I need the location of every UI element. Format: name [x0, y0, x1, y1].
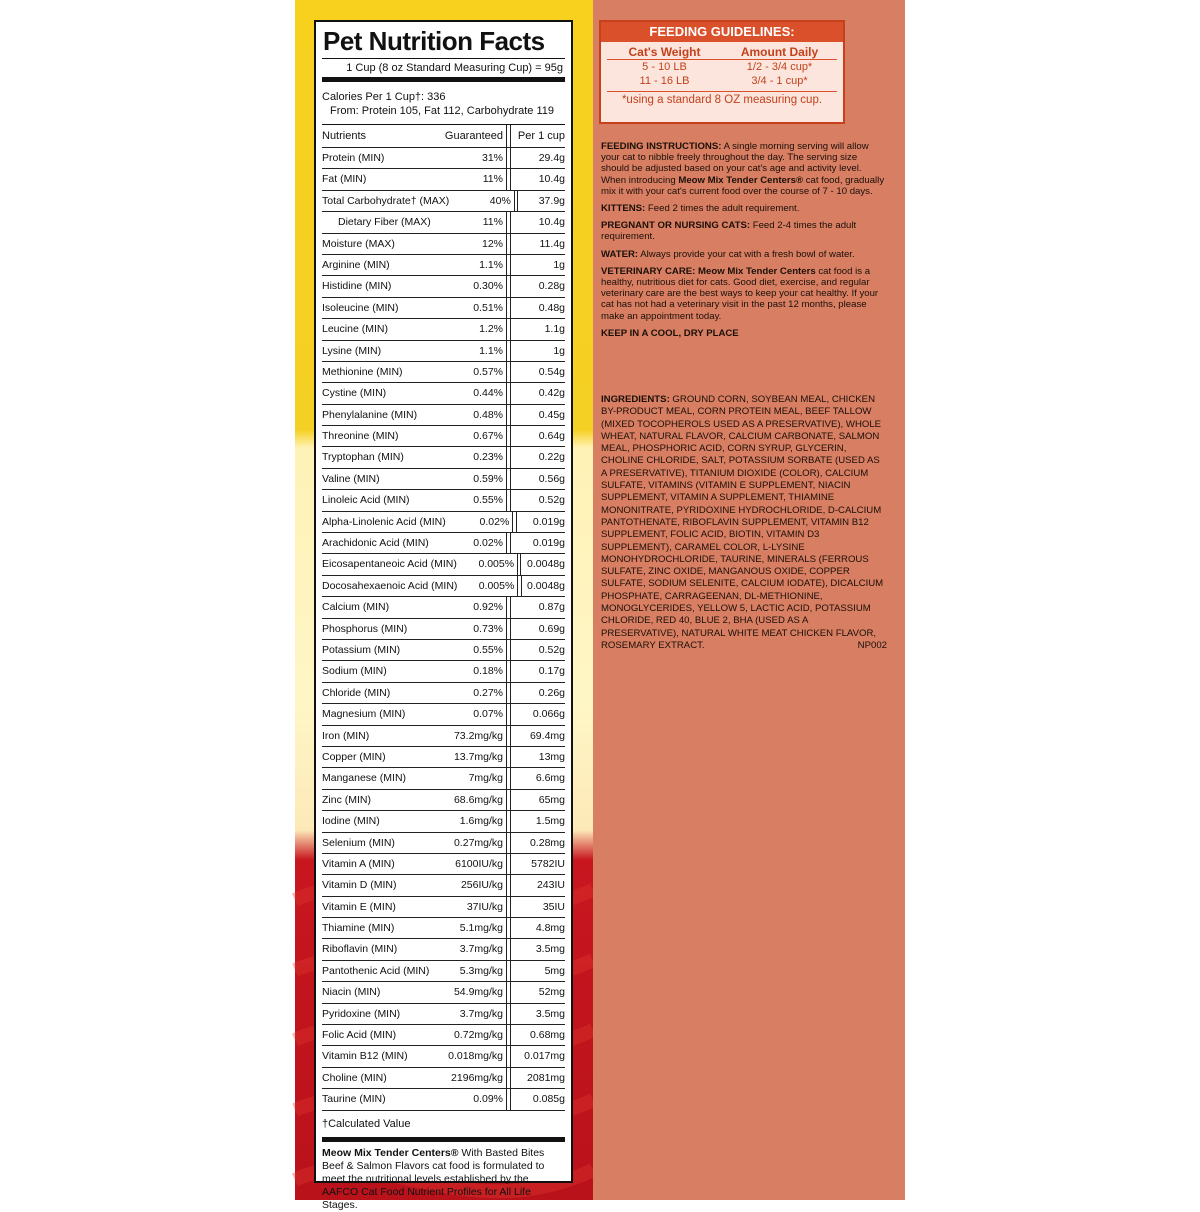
guaranteed-value: 0.23% — [431, 447, 507, 467]
instr-pregnant-label: PREGNANT OR NURSING CATS: — [601, 220, 751, 232]
per-cup-value: 29.4g — [538, 152, 565, 164]
guaranteed-value: 7mg/kg — [431, 768, 507, 788]
nutrient-row — [322, 938, 565, 959]
nutrient-name: Iron (MIN) — [322, 729, 370, 742]
instr-feeding-text-2: cat food, gradually mix it with your cat's current food over the course of 7 - 10 days. — [601, 174, 885, 197]
nutrient-row — [322, 446, 565, 467]
instr-pregnant — [601, 220, 887, 242]
nutrient-name: Riboflavin (MIN) — [322, 943, 398, 956]
per-cup-value: 2081mg — [527, 1071, 565, 1084]
guaranteed-value: 0.57% — [431, 362, 507, 382]
nutrient-name: Pyridoxine (MIN) — [322, 1007, 401, 1020]
nutrient-name: Folic Acid (MIN) — [322, 1029, 397, 1042]
nutrient-row — [322, 553, 565, 574]
nutrient-row — [322, 361, 565, 382]
guaranteed-value: 5.1mg/kg — [431, 918, 507, 938]
nutrient-row — [322, 618, 565, 639]
per-cup-value: 0.019g — [532, 537, 565, 550]
nutrient-row — [322, 896, 565, 917]
feeding-guidelines-header — [607, 42, 837, 60]
guaranteed-value: 0.48% — [431, 405, 507, 425]
per-cup-value: 69.4mg — [529, 729, 565, 742]
ingredients-label: INGREDIENTS: — [601, 394, 670, 405]
nutrient-name: Leucine (MIN) — [322, 323, 388, 336]
per-cup-value: 0.42g — [538, 387, 565, 400]
guaranteed-value: 0.92% — [431, 597, 507, 617]
per-cup-value: 0.69g — [538, 622, 565, 635]
per-cup-value: 5782IU — [531, 857, 565, 870]
instr-storage — [601, 328, 887, 339]
per-cup-value: 3.5mg — [535, 1007, 565, 1020]
nutrient-name: Threonine (MIN) — [322, 430, 399, 443]
per-cup-value: 0.017mg — [524, 1050, 565, 1063]
per-cup-value: 65mg — [538, 793, 565, 806]
nutrient-name: Taurine (MIN) — [322, 1093, 386, 1106]
per-cup-value: 0.0048g — [527, 579, 565, 592]
guaranteed-value: 0.02% — [431, 533, 507, 553]
nutrient-name: Protein (MIN) — [322, 152, 385, 164]
nutrient-row — [322, 1067, 565, 1088]
per-cup-value: 0.28mg — [529, 836, 565, 849]
guaranteed-value: 0.44% — [431, 383, 507, 403]
nutrient-name: Thiamine (MIN) — [322, 922, 395, 935]
nutrient-row — [322, 767, 565, 788]
nutrient-row — [322, 853, 565, 874]
nutrient-name: Vitamin B12 (MIN) — [322, 1050, 408, 1063]
nutrient-name: Vitamin D (MIN) — [322, 879, 397, 892]
instr-feeding-text-1: A single morning serving will allow your cat to nibble freely throughout the day. The serving size should be adjusted based on your cat's age and activity level. When introducing — [601, 141, 869, 186]
calories-block — [322, 82, 565, 124]
per-cup-value: 0.52g — [538, 494, 565, 507]
per-cup-value: 0.56g — [538, 472, 565, 485]
guaranteed-value: 0.27% — [431, 683, 507, 703]
nutrient-name: Total Carbohydrate† (MAX) — [322, 194, 450, 207]
ingredients-text: GROUND CORN, SOYBEAN MEAL, CHICKEN BY-PRODUCT MEAL, CORN PROTEIN MEAL, BEEF TALLOW (MIXED TOCOPHEROLS USED AS A PRESERVATIVE), WHOLE WHEAT, NATURAL FLAVOR, CALCIUM CARBONATE, SALMON MEAL, PHOSPHORIC ACID, CORN SYRUP, GLYCERIN, CHOLINE CHLORIDE, SALT, POTASSIUM SORBATE (USED AS A PRESERVATIVE), TITANIUM DIOXIDE (COLOR), CALCIUM SULFATE, VITAMINS (VITAMIN E SUPPLEMENT, NIACIN SUPPLEMENT, VITAMIN A SUPPLEMENT, THIAMINE MONONITRATE, PYRIDOXINE HYDROCHLORIDE, D-CALCIUM PANTOTHENATE, RIBOFLAVIN SUPPLEMENT, VITAMIN B12 SUPPLEMENT, FOLIC ACID, BIOTIN, VITAMIN D3 SUPPLEMENT), CARAMEL COLOR, L-LYSINE MONOHYDROCHLORIDE, TAURINE, MINERALS (FERROUS SULFATE, ZINC OXIDE, MANGANOUS OXIDE, COPPER SULFATE, SODIUM SELENITE, CALCIUM IODATE), DICALCIUM PHOSPHATE, CARRAGEENAN, DL-METHIONINE, MONOGLYCERIDES, YELLOW 5, LACTIC ACID, POTASSIUM CHLORIDE, RED 40, BLUE 2, BHA (USED AS A PRESERVATIVE), NATURAL WHITE MEAT CHICKEN FLAVOR, ROSEMARY EXTRACT. — [601, 394, 884, 651]
guaranteed-value: 0.67% — [431, 426, 507, 446]
nutrient-name: Selenium (MIN) — [322, 836, 395, 849]
nutrient-row — [322, 1088, 565, 1109]
nutrient-row — [322, 596, 565, 617]
feeding-weight: 5 - 10 LB — [642, 61, 687, 73]
per-cup-value: 0.17g — [538, 665, 565, 678]
guaranteed-value: 0.07% — [431, 704, 507, 724]
per-cup-value: 0.68mg — [529, 1029, 565, 1042]
per-cup-value: 5mg — [544, 964, 565, 977]
nutrient-row — [322, 810, 565, 831]
nutrient-row — [322, 1045, 565, 1066]
nutrient-row — [322, 917, 565, 938]
per-cup-value: 0.28g — [538, 280, 565, 293]
per-cup-value: 0.54g — [538, 365, 565, 378]
guaranteed-value: 68.6mg/kg — [431, 790, 507, 810]
nutrient-row — [322, 297, 565, 318]
nutrient-row — [322, 190, 565, 211]
feeding-guidelines-title: FEEDING GUIDELINES: — [601, 22, 843, 42]
nutrient-name: Linoleic Acid (MIN) — [322, 494, 410, 507]
nutrient-name: Arachidonic Acid (MIN) — [322, 537, 429, 550]
nutrient-name: Dietary Fiber (MAX) — [338, 216, 431, 229]
guaranteed-value: 0.018mg/kg — [431, 1046, 507, 1066]
nutrient-row — [322, 725, 565, 746]
instr-vet-text: cat food is a healthy, nutritious diet for cats. Good diet, exercise, and regular veterinary care are the best ways to keep your cat healthy. If your cat has not had a veterinary visit in the past 12 months, please make an appointment today. — [601, 265, 879, 322]
guaranteed-value: 1.1% — [431, 341, 507, 361]
per-cup-value: 0.48g — [538, 301, 565, 314]
guaranteed-value: 12% — [431, 234, 507, 254]
guaranteed-value: 0.73% — [431, 619, 507, 639]
feeding-guidelines-box — [599, 20, 845, 124]
nutrient-table-header — [322, 125, 565, 147]
nutrient-row — [322, 575, 565, 596]
nutrient-name: Zinc (MIN) — [322, 793, 371, 806]
per-cup-value: 13mg — [538, 750, 565, 763]
nutrient-row — [322, 233, 565, 254]
per-cup-value: 10.4g — [538, 173, 565, 186]
nutrient-row — [322, 275, 565, 296]
guaranteed-value: 256IU/kg — [431, 875, 507, 895]
nutrition-title: Pet Nutrition Facts — [323, 26, 545, 56]
guaranteed-value: 6100IU/kg — [431, 854, 507, 874]
nutrient-name: Calcium (MIN) — [322, 601, 390, 614]
guaranteed-value: 0.30% — [431, 276, 507, 296]
calories-from: From: Protein 105, Fat 112, Carbohydrate 119 — [330, 105, 554, 117]
nutrient-row — [322, 382, 565, 403]
nutrient-name: Cystine (MIN) — [322, 387, 387, 400]
nutrient-row — [322, 981, 565, 1002]
per-cup-value: 1g — [553, 344, 565, 357]
nutrient-row — [322, 468, 565, 489]
nutrient-row — [322, 1024, 565, 1045]
per-cup-value: 0.26g — [538, 686, 565, 699]
nutrient-name: Iodine (MIN) — [322, 815, 380, 828]
calories-line: Calories Per 1 Cup†: 336 — [322, 91, 446, 103]
nutrient-name: Docosahexaenoic Acid (MIN) — [322, 579, 458, 592]
nutrient-row — [322, 874, 565, 895]
nutrient-name: Niacin (MIN) — [322, 986, 381, 999]
nutrient-name: Sodium (MIN) — [322, 665, 387, 678]
guaranteed-value: 0.55% — [431, 490, 507, 510]
per-cup-value: 0.22g — [538, 451, 565, 464]
nutrient-row — [322, 832, 565, 853]
nutrient-name: Moisture (MAX) — [322, 237, 395, 250]
nutrient-row — [322, 660, 565, 681]
guaranteed-value: 0.55% — [431, 640, 507, 660]
per-cup-value: 0.085g — [532, 1093, 565, 1106]
nutrient-row — [322, 147, 565, 168]
calculated-value-footnote: †Calculated Value — [322, 1110, 565, 1137]
header-per-cup: Per 1 cup — [517, 130, 565, 142]
nutrient-row — [322, 789, 565, 810]
feeding-row — [607, 74, 837, 88]
guaranteed-value: 3.7mg/kg — [431, 1004, 507, 1024]
per-cup-value: 35IU — [542, 900, 565, 913]
nutrient-row — [322, 340, 565, 361]
col-amount-daily: Amount Daily — [740, 45, 819, 59]
statement-text: With Basted Bites Beef & Salmon Flavors cat food is formulated to meet the nutritional levels established by the AAFCO Cat Food Nutrient Profiles for All Life Stages. — [322, 1146, 545, 1211]
guaranteed-value: 0.51% — [431, 298, 507, 318]
guaranteed-value: 11% — [431, 169, 507, 189]
per-cup-value: 0.0048g — [527, 558, 565, 571]
guaranteed-value: 13.7mg/kg — [431, 747, 507, 767]
guaranteed-value: 54.9mg/kg — [431, 982, 507, 1002]
instr-water-text: Always provide your cat with a fresh bowl of water. — [638, 248, 855, 260]
header-guaranteed: Guaranteed — [431, 125, 507, 147]
nutrient-name: Copper (MIN) — [322, 750, 386, 763]
per-cup-value: 4.8mg — [535, 922, 565, 935]
instr-vet-label: VETERINARY CARE: Meow Mix Tender Centers — [601, 265, 816, 277]
feeding-note: *using a standard 8 OZ measuring cup. — [607, 91, 837, 106]
per-cup-value: 11.4g — [539, 237, 565, 250]
guaranteed-value: 37IU/kg — [431, 897, 507, 917]
guaranteed-value: 1.2% — [431, 319, 507, 339]
guaranteed-value: 0.59% — [431, 469, 507, 489]
per-cup-value: 0.64g — [538, 430, 565, 443]
nutrient-row — [322, 511, 565, 532]
nutrient-row — [322, 703, 565, 724]
nutrient-row — [322, 639, 565, 660]
instr-vet — [601, 266, 887, 322]
feeding-instructions — [601, 141, 887, 345]
nutrient-row — [322, 404, 565, 425]
per-cup-value: 243IU — [536, 879, 565, 892]
instr-feeding-brand: Meow Mix Tender Centers® — [678, 174, 804, 186]
instr-pregnant-text: Feed 2-4 times the adult requirement. — [601, 220, 857, 243]
guaranteed-value: 5.3mg/kg — [431, 961, 507, 981]
guaranteed-value: 0.005% — [457, 576, 518, 596]
nutrient-row — [322, 168, 565, 189]
per-cup-value: 0.019g — [532, 515, 566, 528]
guaranteed-value: 0.27mg/kg — [431, 833, 507, 853]
nutrient-name: Fat (MIN) — [322, 173, 367, 186]
nutrient-row — [322, 532, 565, 553]
guaranteed-value: 0.005% — [457, 554, 518, 574]
nutrient-name: Lysine (MIN) — [322, 344, 382, 357]
instr-kittens-label: KITTENS: — [601, 203, 646, 215]
nutrient-name: Phenylalanine (MIN) — [322, 408, 418, 421]
per-cup-value: 1.1g — [544, 323, 565, 336]
nutrient-name: Methionine (MIN) — [322, 365, 403, 378]
per-cup-value: 0.066g — [532, 708, 565, 721]
per-cup-value: 0.87g — [538, 601, 565, 614]
guaranteed-value: 2196mg/kg — [431, 1068, 507, 1088]
serving-size: 1 Cup (8 oz Standard Measuring Cup) = 95g — [346, 62, 563, 74]
nutrient-name: Valine (MIN) — [322, 472, 380, 485]
per-cup-value: 3.5mg — [535, 943, 565, 956]
nutrient-row — [322, 746, 565, 767]
guaranteed-value: 11% — [431, 212, 507, 232]
nutrient-name: Alpha-Linolenic Acid (MIN) — [322, 515, 446, 528]
nutrient-name: Vitamin E (MIN) — [322, 900, 396, 913]
instr-storage-text: KEEP IN A COOL, DRY PLACE — [601, 327, 739, 339]
guaranteed-value: 40% — [449, 191, 515, 211]
guaranteed-value: 31% — [431, 148, 507, 168]
feeding-row — [607, 60, 837, 74]
nutrient-row — [322, 489, 565, 510]
nutrition-facts-panel — [314, 20, 573, 1211]
nutrient-row — [322, 211, 565, 232]
guaranteed-value: 0.72mg/kg — [431, 1025, 507, 1045]
nutrient-name: Phosphorus (MIN) — [322, 622, 408, 635]
instr-kittens — [601, 203, 887, 214]
feeding-amount: 3/4 - 1 cup* — [751, 75, 808, 87]
nutrient-name: Manganese (MIN) — [322, 772, 407, 785]
nutrient-name: Chloride (MIN) — [322, 686, 391, 699]
instr-water-label: WATER: — [601, 248, 639, 260]
guaranteed-value: 1.1% — [431, 255, 507, 275]
per-cup-value: 0.52g — [538, 643, 565, 656]
col-cats-weight: Cat's Weight — [628, 45, 701, 59]
nutrient-name: Potassium (MIN) — [322, 643, 401, 656]
guaranteed-value: 0.02% — [446, 512, 514, 532]
guaranteed-value: 1.6mg/kg — [431, 811, 507, 831]
per-cup-value: 0.45g — [538, 408, 565, 421]
per-cup-value: 1g — [553, 258, 565, 271]
aafco-statement — [322, 1142, 565, 1212]
feeding-weight: 11 - 16 LB — [639, 75, 690, 87]
nutrient-name: Histidine (MIN) — [322, 280, 392, 293]
per-cup-value: 10.4g — [538, 216, 565, 229]
ingredients-list — [601, 394, 887, 652]
nutrient-row — [322, 1003, 565, 1024]
feeding-amount: 1/2 - 3/4 cup* — [746, 61, 813, 73]
nutrient-name: Vitamin A (MIN) — [322, 857, 395, 870]
nutrient-name: Pantothenic Acid (MIN) — [322, 964, 430, 977]
nutrient-row — [322, 425, 565, 446]
nutrient-row — [322, 960, 565, 981]
per-cup-value: 1.5mg — [535, 815, 565, 828]
nutrient-table — [322, 147, 565, 1110]
instr-feeding — [601, 141, 887, 197]
guaranteed-value: 3.7mg/kg — [431, 939, 507, 959]
nutrient-name: Choline (MIN) — [322, 1071, 387, 1084]
nutrient-name: Isoleucine (MIN) — [322, 301, 399, 314]
nutrient-name: Tryptophan (MIN) — [322, 451, 404, 464]
per-cup-value: 37.9g — [538, 194, 565, 207]
statement-brand: Meow Mix Tender Centers® — [322, 1146, 459, 1159]
nutrient-row — [322, 682, 565, 703]
instr-feeding-label: FEEDING INSTRUCTIONS: — [601, 141, 722, 152]
guaranteed-value: 0.18% — [431, 661, 507, 681]
product-code: NP002 — [857, 639, 887, 651]
nutrient-name: Arginine (MIN) — [322, 258, 390, 271]
nutrient-row — [322, 318, 565, 339]
guaranteed-value: 73.2mg/kg — [431, 726, 507, 746]
instr-water — [601, 249, 887, 260]
guaranteed-value: 0.09% — [431, 1089, 507, 1109]
nutrient-name: Magnesium (MIN) — [322, 708, 406, 721]
per-cup-value: 52mg — [538, 986, 565, 999]
nutrient-row — [322, 254, 565, 275]
header-nutrients: Nutrients — [322, 130, 367, 142]
nutrient-name: Eicosapentaneoic Acid (MIN) — [322, 558, 457, 571]
per-cup-value: 6.6mg — [535, 772, 565, 785]
instr-kittens-text: Feed 2 times the adult requirement. — [645, 203, 800, 215]
